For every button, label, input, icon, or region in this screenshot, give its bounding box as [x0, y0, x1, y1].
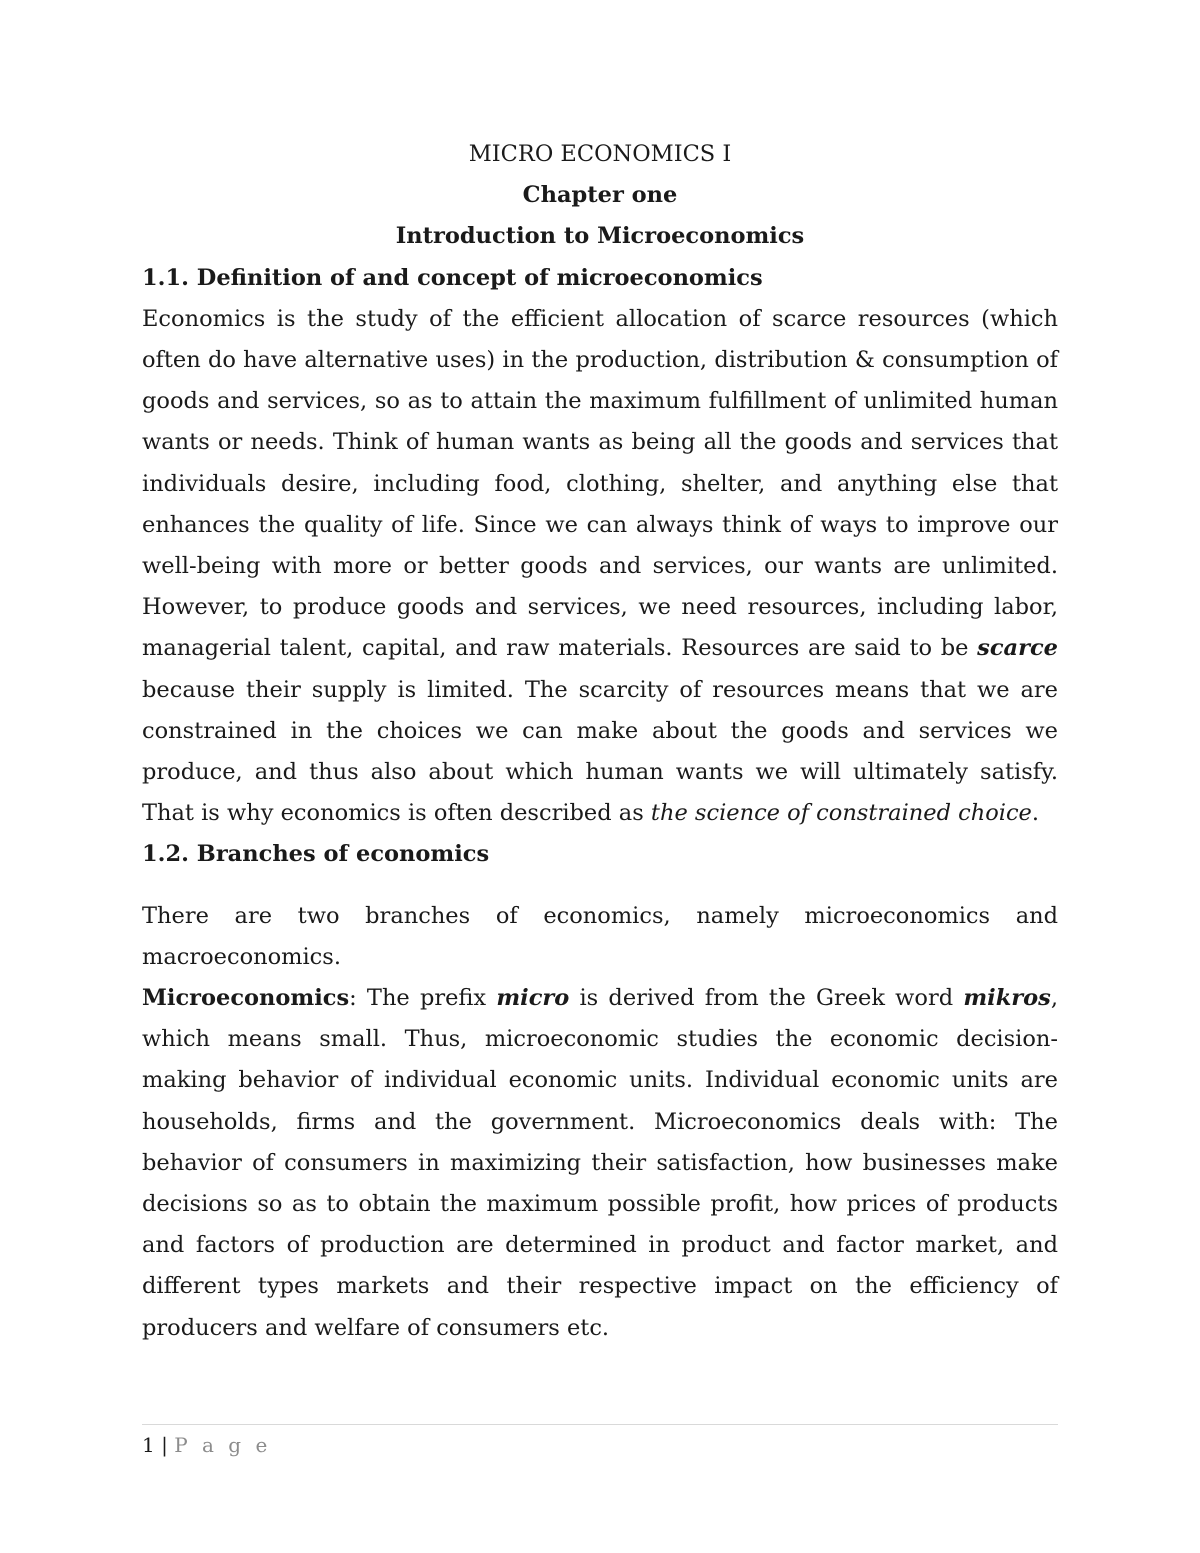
section-heading-1-1: 1.1. Definition of and concept of microeconomics	[142, 264, 763, 291]
emphasis-scarce: scarce	[977, 635, 1058, 662]
paragraph-text: Economics is the study of the efficient allocation of scarce resources (which often do have alternative uses) in the production, distribution & consumption of goods and services, so as to attain the maximum fulfillment of unlimited human wants or needs. Think of human wants as being all the goods and services that individuals desire, including food, clothing, shelter, and anything else that enhances the quality of life. Since we can always think of ways to improve our well-being with more or better goods and services, our wants are unlimited. However, to produce goods and services, we need resources, including labor, managerial talent, capital, and raw materials. Resources are said to be	[142, 305, 1058, 662]
page-label: P a g e	[174, 1433, 272, 1457]
branches-intro-paragraph: There are two branches of economics, namely microeconomics and macroeconomics.	[142, 902, 1058, 970]
microeconomics-term: Microeconomics	[142, 985, 350, 1012]
section-heading-1-2: 1.2. Branches of economics	[142, 841, 490, 868]
page-number: 1	[142, 1433, 155, 1457]
section-1-1-paragraph	[142, 299, 1058, 835]
document-title: MICRO ECONOMICS I	[468, 141, 732, 167]
page-content	[142, 134, 1058, 1349]
paragraph-text: , which means small. Thus, microeconomic studies the economic decision-making behavior of individual economic units. Individual economic units are households, firms and the government. Microeconomics deals with: The behavior of consumers in maximizing their satisfaction, how businesses make decisions so as to obtain the maximum possible profit, how prices of products and factors of production are determined in product and factor market, and different types markets and their respective impact on the efficiency of producers and welfare of consumers etc.	[142, 985, 1058, 1341]
footer-separator: |	[161, 1433, 168, 1457]
chapter-title: Introduction to Microeconomics	[395, 223, 805, 250]
emphasis-mikros: mikros	[963, 985, 1051, 1012]
page-footer	[142, 1430, 271, 1460]
paragraph-text: : The prefix	[349, 985, 497, 1012]
emphasis-constrained-choice: the science of constrained choice	[650, 800, 1032, 827]
paragraph-text: .	[1031, 800, 1040, 827]
paragraph-text: is derived from the Greek word	[569, 985, 964, 1012]
emphasis-micro: micro	[496, 985, 570, 1012]
footer-divider	[142, 1424, 1058, 1425]
microeconomics-paragraph	[142, 978, 1058, 1349]
chapter-label: Chapter one	[522, 182, 678, 209]
paragraph-text: because their supply is limited. The scarcity of resources means that we are constrained in the choices we can make about the goods and services we produce, and thus also about which human wants we will ultimately satisfy. That is why economics is often described as	[142, 676, 1058, 827]
